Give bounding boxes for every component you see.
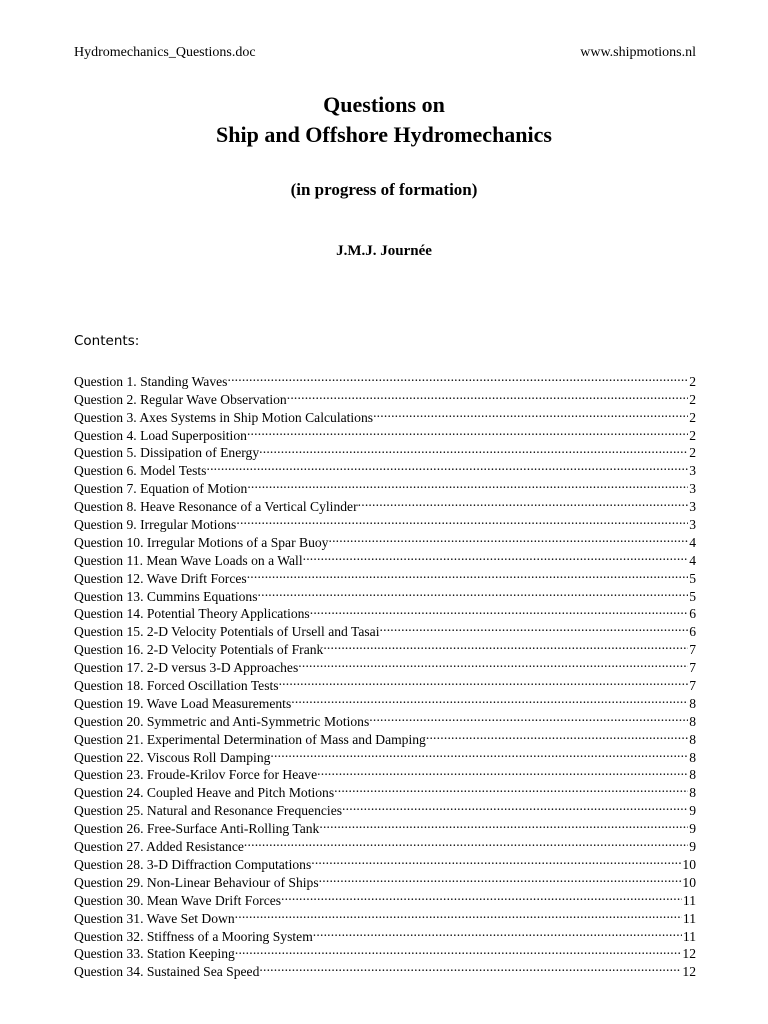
toc-entry-page: 5: [689, 570, 696, 586]
toc-entry-page: 11: [682, 892, 696, 908]
toc-dot-leader: [342, 797, 688, 815]
toc-entry-title: Question 4. Load Superposition: [74, 427, 247, 443]
toc-entry[interactable]: [74, 368, 696, 389]
toc-dot-leader: [236, 511, 688, 529]
toc-dot-leader: [258, 583, 689, 601]
toc-dot-leader: [303, 547, 689, 565]
toc-entry-title: Question 27. Added Resistance: [74, 839, 244, 855]
toc-dot-leader: [317, 762, 688, 780]
toc-entry-title: Question 5. Dissipation of Energy: [74, 445, 260, 461]
toc-entry-title: Question 33. Station Keeping: [74, 946, 235, 962]
toc-entry-page: 4: [689, 534, 696, 550]
toc-dot-leader: [235, 941, 682, 959]
toc-entry-title: Question 32. Stiffness of a Mooring System: [74, 928, 313, 944]
toc-entry-page: 2: [689, 445, 696, 461]
toc-entry-page: 2: [689, 391, 696, 407]
toc-entry-page: 12: [682, 946, 696, 962]
toc-entry-page: 8: [689, 749, 696, 765]
table-of-contents: [74, 368, 696, 980]
toc-entry-title: Question 22. Viscous Roll Damping: [74, 749, 271, 765]
toc-entry-title: Question 31. Wave Set Down: [74, 910, 235, 926]
header-website: www.shipmotions.nl: [580, 45, 696, 60]
toc-entry-page: 7: [689, 678, 696, 694]
toc-entry-page: 11: [682, 910, 696, 926]
toc-entry-title: Question 1. Standing Waves: [74, 373, 228, 389]
toc-entry-page: 8: [689, 767, 696, 783]
toc-entry-page: 3: [689, 481, 696, 497]
toc-entry-page: 7: [689, 660, 696, 676]
title-line-1: Questions on: [323, 92, 445, 117]
toc-entry-title: Question 2. Regular Wave Observation: [74, 391, 287, 407]
toc-entry-title: Question 9. Irregular Motions: [74, 517, 237, 533]
toc-entry-page: 3: [689, 463, 696, 479]
toc-entry-page: 8: [689, 731, 696, 747]
toc-entry-page: 6: [689, 624, 696, 640]
toc-entry-title: Question 18. Forced Oscillation Tests: [74, 678, 279, 694]
toc-entry-title: Question 29. Non-Linear Behaviour of Ships: [74, 874, 319, 890]
toc-entry-page: 9: [689, 839, 696, 855]
toc-dot-leader: [310, 601, 688, 619]
toc-dot-leader: [206, 457, 688, 475]
author: J.M.J. Journée: [336, 243, 432, 259]
toc-entry-title: Question 14. Potential Theory Applications: [74, 606, 310, 622]
contents-heading: Contents:: [74, 333, 140, 349]
toc-entry-title: Question 12. Wave Drift Forces: [74, 570, 247, 586]
toc-entry-title: Question 23. Froude-Krilov Force for Heave: [74, 767, 318, 783]
toc-dot-leader: [270, 744, 688, 762]
toc-entry-title: Question 21. Experimental Determination of Mass and Damping: [74, 731, 426, 747]
toc-dot-leader: [259, 958, 681, 976]
toc-entry-title: Question 20. Symmetric and Anti-Symmetric Motions: [74, 713, 370, 729]
toc-entry-page: 11: [682, 928, 696, 944]
toc-entry-title: Question 19. Wave Load Measurements: [74, 695, 292, 711]
toc-dot-leader: [247, 565, 689, 583]
toc-dot-leader: [279, 672, 689, 690]
toc-entry-title: Question 25. Natural and Resonance Frequencies: [74, 803, 343, 819]
toc-entry-title: Question 6. Model Tests: [74, 463, 207, 479]
toc-dot-leader: [373, 404, 688, 422]
toc-dot-leader: [247, 475, 688, 493]
toc-entry-page: 12: [682, 964, 696, 980]
toc-entry-title: Question 16. 2-D Velocity Potentials of Frank: [74, 642, 324, 658]
toc-entry-page: 8: [689, 785, 696, 801]
toc-entry-title: Question 10. Irregular Motions of a Spar Buoy: [74, 534, 329, 550]
toc-dot-leader: [244, 833, 688, 851]
toc-entry-page: 7: [689, 642, 696, 658]
toc-entry-page: 9: [689, 821, 696, 837]
toc-entry-title: Question 17. 2-D versus 3-D Approaches: [74, 660, 299, 676]
title-line-2: Ship and Offshore Hydromechanics: [216, 122, 552, 147]
toc-dot-leader: [334, 779, 688, 797]
toc-entry-page: 10: [682, 874, 696, 890]
toc-entry-page: 3: [689, 517, 696, 533]
toc-entry-title: Question 8. Heave Resonance of a Vertical Cylinder: [74, 499, 358, 515]
toc-dot-leader: [323, 636, 688, 654]
toc-entry-page: 4: [689, 552, 696, 568]
toc-entry-page: 2: [689, 427, 696, 443]
toc-dot-leader: [235, 905, 682, 923]
toc-entry-title: Question 24. Coupled Heave and Pitch Motions: [74, 785, 335, 801]
toc-entry-title: Question 13. Cummins Equations: [74, 588, 258, 604]
toc-entry-title: Question 15. 2-D Velocity Potentials of Ursell and Tasai: [74, 624, 380, 640]
toc-entry-page: 3: [689, 499, 696, 515]
toc-dot-leader: [319, 815, 688, 833]
toc-entry-page: 9: [689, 803, 696, 819]
subtitle: (in progress of formation): [290, 180, 478, 199]
toc-dot-leader: [227, 368, 688, 386]
toc-entry-title: Question 30. Mean Wave Drift Forces: [74, 892, 282, 908]
toc-entry-page: 6: [689, 606, 696, 622]
toc-dot-leader: [291, 690, 688, 708]
toc-entry-page: 8: [689, 695, 696, 711]
toc-entry-page: 10: [682, 856, 696, 872]
toc-dot-leader: [426, 726, 688, 744]
toc-entry-page: 2: [689, 373, 696, 389]
toc-dot-leader: [281, 887, 682, 905]
toc-dot-leader: [358, 493, 689, 511]
toc-entry-title: Question 26. Free-Surface Anti-Rolling Tank: [74, 821, 320, 837]
toc-entry-title: Question 11. Mean Wave Loads on a Wall: [74, 552, 303, 568]
toc-dot-leader: [298, 654, 688, 672]
toc-entry-title: Question 34. Sustained Sea Speed: [74, 964, 260, 980]
toc-entry-page: 8: [689, 713, 696, 729]
toc-dot-leader: [311, 851, 681, 869]
toc-dot-leader: [328, 529, 688, 547]
toc-dot-leader: [259, 440, 688, 458]
toc-dot-leader: [369, 708, 688, 726]
toc-entry-page: 2: [689, 409, 696, 425]
toc-dot-leader: [247, 422, 688, 440]
toc-entry-title: Question 3. Axes Systems in Ship Motion Calculations: [74, 409, 374, 425]
toc-dot-leader: [287, 386, 688, 404]
toc-dot-leader: [319, 869, 682, 887]
toc-entry-page: 5: [689, 588, 696, 604]
toc-dot-leader: [313, 923, 682, 941]
toc-entry-title: Question 7. Equation of Motion: [74, 481, 248, 497]
toc-entry-title: Question 28. 3-D Diffraction Computations: [74, 856, 312, 872]
toc-dot-leader: [380, 618, 689, 636]
header-filename: Hydromechanics_Questions.doc: [74, 45, 256, 60]
